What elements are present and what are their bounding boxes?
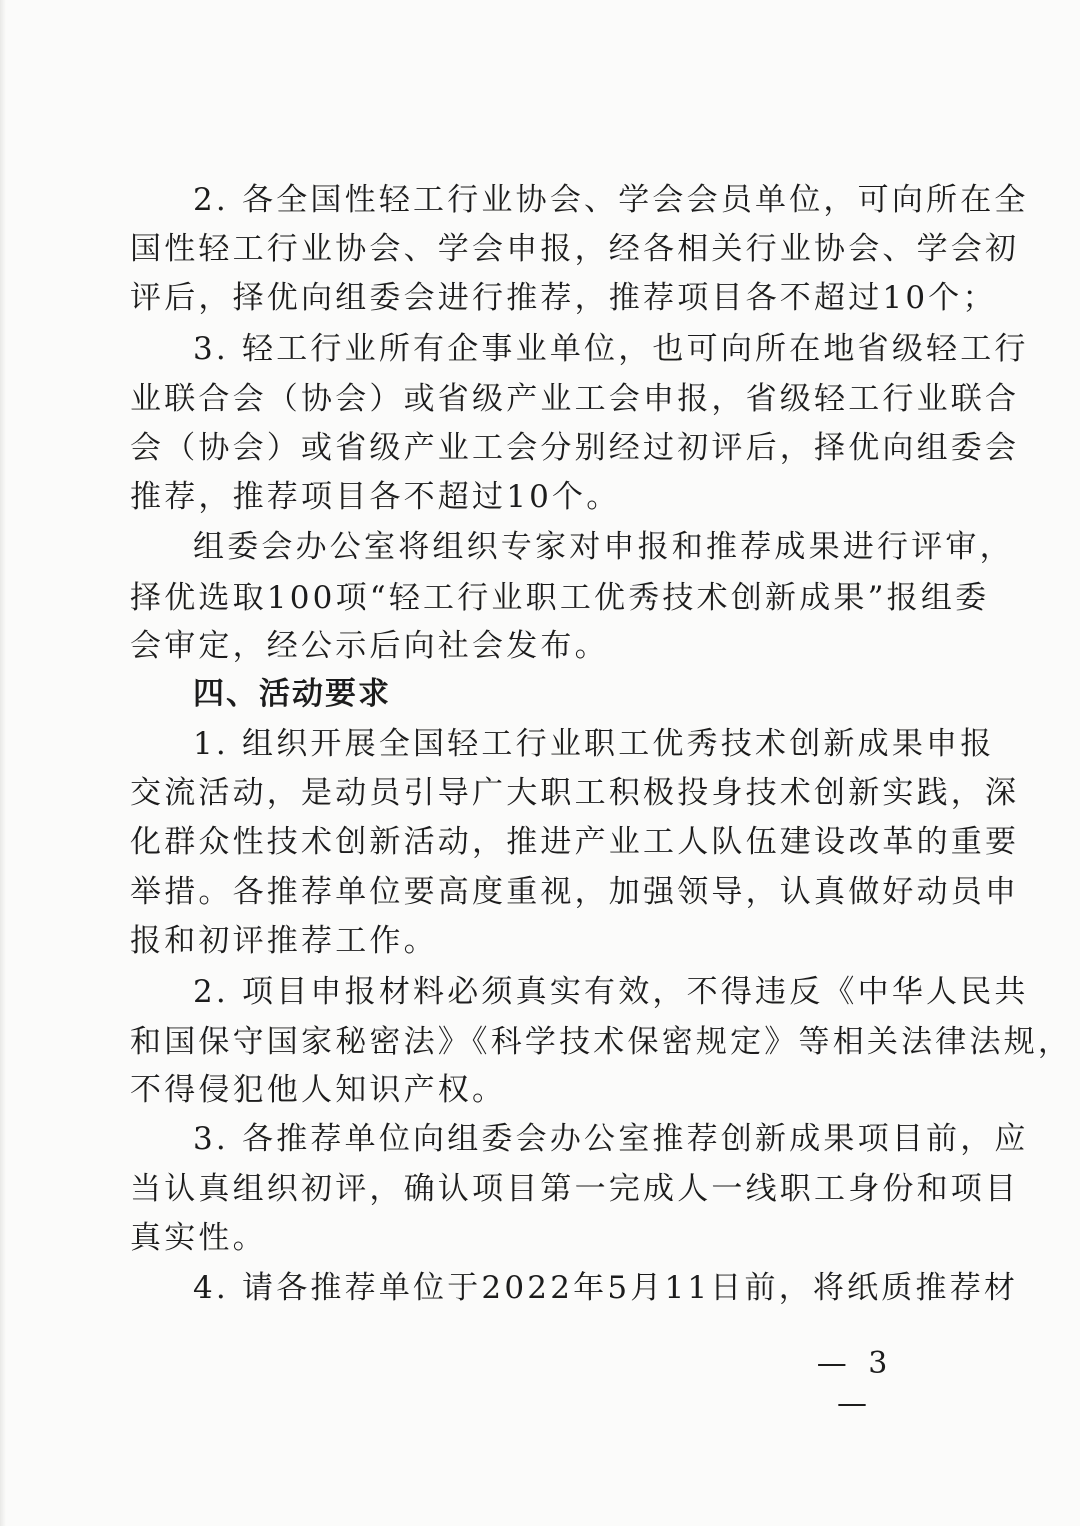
page-number: — 3 — xyxy=(816,1346,894,1421)
text-line: 举措。各推荐单位要高度重视，加强领导，认真做好动员申 xyxy=(130,874,1020,910)
text-line: 推荐，推荐项目各不超过10个。 xyxy=(130,479,621,515)
text-line: 交流活动，是动员引导广大职工积极投身技术创新实践，深 xyxy=(130,775,1020,811)
text-line: 真实性。 xyxy=(130,1220,267,1256)
text-line: 和国保守国家秘密法》《科学技术保密规定》等相关法律法规， xyxy=(130,1024,1073,1060)
text-line: 业联合会（协会）或省级产业工会申报，省级轻工行业联合 xyxy=(130,381,1020,417)
text-line: 1. 组织开展全国轻工行业职工优秀技术创新成果申报 xyxy=(193,726,995,762)
text-line: 会审定，经公示后向社会发布。 xyxy=(130,628,609,664)
text-line: 2. 各全国性轻工行业协会、学会会员单位，可向所在全 xyxy=(193,182,1029,218)
text-line: 3. 轻工行业所有企事业单位，也可向所在地省级轻工行 xyxy=(193,331,1029,367)
text-line: 择优选取100项“轻工行业职工优秀技术创新成果”报组委 xyxy=(130,580,990,616)
text-line: 2. 项目申报材料必须真实有效，不得违反《中华人民共 xyxy=(193,974,1029,1010)
text-line: 化群众性技术创新活动，推进产业工人队伍建设改革的重要 xyxy=(130,824,1020,860)
text-line: 组委会办公室将组织专家对申报和推荐成果进行评审， xyxy=(193,529,1014,565)
text-line: 4. 请各推荐单位于2022年5月11日前，将纸质推荐材 xyxy=(193,1270,1019,1306)
text-line: 国性轻工行业协会、学会申报，经各相关行业协会、学会初 xyxy=(130,231,1020,267)
text-line: 评后，择优向组委会进行推荐，推荐项目各不超过10个； xyxy=(130,280,997,316)
text-line: 报和初评推荐工作。 xyxy=(130,923,438,959)
text-line: 当认真组织初评，确认项目第一完成人一线职工身份和项目 xyxy=(130,1171,1020,1207)
text-line: 3. 各推荐单位向组委会办公室推荐创新成果项目前，应 xyxy=(193,1121,1029,1157)
page-edge-shadow xyxy=(0,0,6,1526)
text-line: 不得侵犯他人知识产权。 xyxy=(130,1072,507,1108)
section-heading: 四、活动要求 xyxy=(193,676,391,712)
text-line: 会（协会）或省级产业工会分别经过初评后，择优向组委会 xyxy=(130,430,1020,466)
